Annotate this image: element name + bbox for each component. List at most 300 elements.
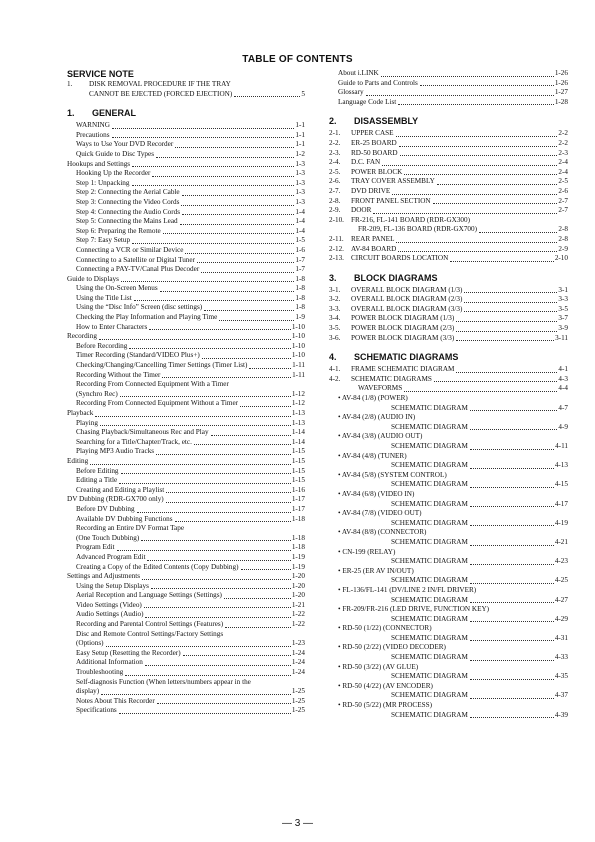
- dot-leader: [470, 429, 558, 430]
- toc-entry[interactable]: [67, 380, 305, 390]
- dot-leader: [95, 416, 290, 417]
- toc-entry-label: SCHEMATIC DIAGRAM: [391, 595, 468, 604]
- dot-leader: [166, 492, 291, 493]
- toc-entry[interactable]: [67, 687, 305, 697]
- dot-leader: [470, 525, 554, 526]
- toc-entry[interactable]: [329, 452, 568, 462]
- toc-entry[interactable]: [67, 246, 305, 256]
- toc-entry[interactable]: [67, 236, 305, 246]
- toc-entry[interactable]: [329, 139, 568, 149]
- toc-entry[interactable]: [67, 649, 305, 659]
- dot-leader: [180, 224, 295, 225]
- toc-entry-label: CIRCUIT BOARDS LOCATION: [351, 254, 449, 263]
- toc-entry-number: 4-1.: [329, 365, 341, 374]
- toc-entry-label: FRAME SCHEMATIC DIAGRAM: [351, 365, 455, 374]
- toc-entry-label: Guide to Parts and Controls: [338, 78, 418, 87]
- toc-entry[interactable]: [67, 275, 305, 285]
- toc-entry-label: SCHEMATIC DIAGRAMS: [351, 374, 432, 383]
- toc-entry-label: RD-50 BOARD: [351, 148, 398, 157]
- toc-entry[interactable]: [67, 534, 305, 544]
- toc-entry[interactable]: [329, 567, 568, 577]
- toc-entry-label: Audio Settings (Audio): [76, 610, 144, 619]
- dot-leader: [398, 104, 554, 105]
- toc-entry[interactable]: [67, 563, 305, 573]
- dot-leader: [119, 483, 291, 484]
- toc-entry[interactable]: [329, 586, 568, 596]
- toc-entry[interactable]: [329, 624, 568, 634]
- toc-page-number: 1-7: [295, 265, 305, 274]
- toc-entry-label: Aerial Reception and Language Settings (Settings): [76, 591, 222, 600]
- toc-entry[interactable]: [67, 639, 305, 649]
- toc-entry[interactable]: [67, 80, 305, 90]
- toc-page-number: 1-18: [291, 533, 305, 542]
- toc-entry[interactable]: [329, 168, 568, 178]
- toc-entry[interactable]: [67, 572, 305, 582]
- toc-entry-label: SCHEMATIC DIAGRAM: [391, 691, 468, 700]
- toc-entry-label: OVERALL BLOCK DIAGRAM (1/3): [351, 285, 463, 294]
- dot-leader: [224, 598, 291, 599]
- toc-page-number: 4-1: [558, 365, 568, 374]
- toc-entry[interactable]: [67, 390, 305, 400]
- dot-leader: [373, 213, 557, 214]
- toc-entry-number: 1.: [67, 80, 73, 88]
- toc-entry[interactable]: [67, 620, 305, 630]
- toc-entry-label: OVERALL BLOCK DIAGRAM (3/3): [351, 304, 463, 313]
- toc-entry-label: Connecting to a Satellite or Digital Tuner: [76, 255, 195, 264]
- toc-entry[interactable]: [67, 419, 305, 429]
- toc-page-number: 1-18: [291, 543, 305, 552]
- toc-entry-label: Self-diagnosis Function (When letters/numbers appear in the: [76, 677, 251, 686]
- toc-entry[interactable]: [67, 524, 305, 534]
- toc-entry-label: WARNING: [76, 121, 110, 130]
- toc-entry-label: SCHEMATIC DIAGRAM: [391, 576, 468, 585]
- toc-page-number: 1-13: [291, 409, 305, 417]
- toc-entry[interactable]: [329, 314, 568, 324]
- toc-entry[interactable]: [67, 582, 305, 592]
- dot-leader: [464, 292, 557, 293]
- toc-entry[interactable]: [67, 515, 305, 525]
- toc-entry[interactable]: [329, 442, 568, 452]
- toc-page-number: 1-26: [554, 78, 568, 87]
- toc-page-number: 4-13: [554, 461, 568, 470]
- section-heading: [67, 69, 305, 80]
- dot-leader: [197, 262, 294, 263]
- section-heading: [329, 273, 568, 284]
- toc-entry[interactable]: [67, 553, 305, 563]
- toc-entry-number: 2-4.: [329, 158, 341, 167]
- toc-page-number: 3-5: [558, 304, 568, 313]
- toc-entry-label: • AV-84 (8/8) (CONNECTOR): [338, 528, 427, 537]
- toc-entry-label: Chasing Playback/Simultaneous Rec and Play: [76, 428, 209, 437]
- toc-entry-number: 2-12.: [329, 244, 344, 253]
- toc-entry-label: Playing: [76, 418, 98, 427]
- toc-page-number: 1-18: [291, 514, 305, 523]
- toc-entry-label: Recording From Connected Equipment With a Timer: [76, 380, 229, 389]
- dot-leader: [183, 655, 291, 656]
- toc-page-number: 2-3: [558, 148, 568, 157]
- toc-entry[interactable]: [329, 663, 568, 673]
- toc-entry[interactable]: [67, 601, 305, 611]
- toc-entry[interactable]: [67, 313, 305, 323]
- toc-entry[interactable]: [329, 519, 568, 529]
- toc-entry-label: Program Edit: [76, 543, 115, 552]
- toc-entry[interactable]: [329, 334, 568, 344]
- toc-entry[interactable]: [67, 399, 305, 409]
- toc-entry[interactable]: [67, 332, 305, 342]
- toc-entry[interactable]: [329, 596, 568, 606]
- toc-page-number: 1-27: [554, 88, 568, 97]
- toc-page-number: 1-8: [295, 274, 305, 283]
- toc-page-number: 1-7: [295, 255, 305, 264]
- toc-entry-label: How to Enter Characters: [76, 322, 148, 331]
- toc-entry[interactable]: [67, 591, 305, 601]
- dot-leader: [437, 184, 558, 185]
- toc-entry-label: POWER BLOCK: [351, 167, 403, 176]
- toc-page-number: 1-6: [295, 245, 305, 254]
- toc-entry[interactable]: [329, 98, 568, 108]
- toc-entry-label: DOOR: [351, 206, 372, 215]
- toc-entry-number: 2-11.: [329, 234, 344, 243]
- dot-leader: [470, 545, 554, 546]
- toc-entry[interactable]: [329, 69, 568, 79]
- toc-page-number: 2-8: [558, 234, 568, 243]
- toc-entry[interactable]: [67, 303, 305, 313]
- toc-page-number: 1-10: [291, 351, 305, 360]
- toc-left-column: [67, 69, 305, 716]
- dot-leader: [433, 203, 558, 204]
- toc-entry[interactable]: [329, 461, 568, 471]
- toc-entry[interactable]: [67, 495, 305, 505]
- toc-page-number: 4-23: [554, 557, 568, 566]
- dot-leader: [464, 311, 557, 312]
- toc-entry-label: • AV-84 (6/8) (VIDEO IN): [338, 489, 415, 498]
- section-title: GENERAL: [92, 108, 137, 119]
- toc-entry[interactable]: [329, 480, 568, 490]
- dot-leader: [201, 272, 294, 273]
- toc-entry[interactable]: [67, 342, 305, 352]
- toc-page-number: 4-25: [554, 576, 568, 585]
- toc-entry-label: Using the “Disc Info” Screen (disc settings): [76, 303, 203, 312]
- dot-leader: [404, 391, 557, 392]
- section-heading: [67, 108, 305, 119]
- dot-leader: [156, 454, 291, 455]
- toc-page-number: 1-20: [291, 581, 305, 590]
- toc-entry[interactable]: [329, 682, 568, 692]
- toc-page-number: 2-7: [558, 206, 568, 215]
- toc-page-number: 4-7: [558, 403, 568, 412]
- toc-entry-label: Step 3: Connecting the Video Cords: [76, 197, 180, 206]
- toc-entry[interactable]: [67, 486, 305, 496]
- toc-page-number: 2-10: [554, 254, 568, 263]
- page-number: — 3 —: [281, 818, 314, 829]
- toc-entry[interactable]: [67, 467, 305, 477]
- toc-entry-label: Step 1: Unpacking: [76, 178, 130, 187]
- section-number: 2.: [329, 116, 337, 127]
- toc-page-number: 1-12: [291, 399, 305, 408]
- toc-entry[interactable]: [67, 457, 305, 467]
- toc-entry-label: (Synchro Rec): [76, 389, 118, 398]
- toc-entry-label: SCHEMATIC DIAGRAM: [391, 480, 468, 489]
- toc-entry-label: UPPER CASE: [351, 129, 394, 138]
- toc-page-number: 4-17: [554, 499, 568, 508]
- toc-entry[interactable]: [67, 121, 305, 131]
- toc-entry[interactable]: [67, 256, 305, 266]
- toc-entry[interactable]: [67, 658, 305, 668]
- dot-leader: [112, 128, 294, 129]
- toc-page-number: 1-25: [291, 687, 305, 696]
- toc-page-number: 1-11: [292, 370, 305, 379]
- toc-entry[interactable]: [67, 361, 305, 371]
- toc-entry[interactable]: [67, 323, 305, 333]
- toc-entry-number: 2-8.: [329, 196, 341, 205]
- toc-entry[interactable]: [67, 543, 305, 553]
- toc-entry[interactable]: [329, 423, 568, 433]
- toc-entry[interactable]: [329, 254, 568, 264]
- dot-leader: [106, 646, 291, 647]
- dot-leader: [381, 76, 554, 77]
- toc-page-number: 4-4: [558, 384, 568, 393]
- dot-leader: [182, 195, 295, 196]
- toc-entry-label: FRONT PANEL SECTION: [351, 196, 431, 205]
- toc-entry[interactable]: [329, 605, 568, 615]
- dot-leader: [456, 331, 557, 332]
- toc-entry[interactable]: [67, 678, 305, 688]
- toc-entry[interactable]: [329, 79, 568, 89]
- toc-page-number: 1-26: [554, 69, 568, 77]
- toc-entry[interactable]: [329, 634, 568, 644]
- toc-entry-label: • AV-84 (1/8) (POWER): [338, 394, 408, 403]
- toc-entry[interactable]: [67, 150, 305, 160]
- dot-leader: [182, 214, 294, 215]
- toc-entry-label: WAVEFORMS: [358, 384, 403, 393]
- toc-entry[interactable]: [329, 432, 568, 442]
- toc-entry[interactable]: [67, 179, 305, 189]
- toc-page-number: 1-21: [291, 600, 305, 609]
- toc-entry-label: Advanced Program Edit: [76, 552, 146, 561]
- toc-entry[interactable]: [67, 198, 305, 208]
- toc-entry-number: 3-5.: [329, 324, 341, 333]
- toc-entry[interactable]: [329, 490, 568, 500]
- toc-entry-label: Glossary: [338, 88, 364, 97]
- section-title: BLOCK DIAGRAMS: [354, 272, 438, 283]
- toc-entry[interactable]: [329, 701, 568, 711]
- toc-entry[interactable]: [329, 528, 568, 538]
- toc-page-number: 1-3: [295, 178, 305, 187]
- toc-entry[interactable]: [329, 672, 568, 682]
- toc-entry[interactable]: [329, 548, 568, 558]
- toc-entry[interactable]: [67, 706, 305, 716]
- toc-entry-label: • RD-50 (4/22) (AV ENCODER): [338, 681, 433, 690]
- dot-leader: [142, 579, 291, 580]
- toc-entry[interactable]: [329, 324, 568, 334]
- toc-entry[interactable]: [329, 615, 568, 625]
- toc-page-number: 1-3: [295, 197, 305, 206]
- toc-entry[interactable]: [67, 428, 305, 438]
- toc-entry-label: Timer Recording (Standard/VIDEO Plus+): [76, 351, 200, 360]
- toc-entry-label: Hooking Up the Recorder: [76, 169, 151, 178]
- toc-entry[interactable]: [67, 505, 305, 515]
- toc-entry-number: 2-7.: [329, 186, 341, 195]
- toc-entry[interactable]: [329, 197, 568, 207]
- toc-entry[interactable]: [329, 576, 568, 586]
- toc-entry[interactable]: [329, 509, 568, 519]
- toc-entry[interactable]: [67, 227, 305, 237]
- toc-page-number: 1-24: [291, 648, 305, 657]
- dot-leader: [120, 396, 291, 397]
- toc-entry[interactable]: [67, 476, 305, 486]
- toc-entry-label: SCHEMATIC DIAGRAM: [391, 672, 468, 681]
- toc-entry[interactable]: [67, 610, 305, 620]
- dot-leader: [470, 660, 554, 661]
- toc-entry[interactable]: [329, 471, 568, 481]
- toc-entry[interactable]: [329, 187, 568, 197]
- toc-entry[interactable]: [329, 711, 568, 721]
- toc-entry-label: Guide to Displays: [67, 274, 119, 283]
- toc-entry-label: • CN-199 (RELAY): [338, 547, 396, 556]
- toc-entry[interactable]: [329, 394, 568, 404]
- toc-entry[interactable]: [67, 351, 305, 361]
- toc-entry[interactable]: [329, 235, 568, 245]
- dot-leader: [470, 717, 554, 718]
- section-number: 1.: [67, 108, 75, 119]
- dot-leader: [366, 95, 554, 96]
- toc-page-number: 1-14: [291, 428, 305, 437]
- toc-entry[interactable]: [329, 365, 568, 375]
- toc-entry[interactable]: [329, 375, 568, 385]
- dot-leader: [117, 550, 291, 551]
- toc-entry[interactable]: [67, 294, 305, 304]
- toc-entry-label: Connecting a VCR or Similar Device: [76, 245, 184, 254]
- toc-entry[interactable]: [67, 630, 305, 640]
- toc-entry[interactable]: [329, 149, 568, 159]
- toc-page-number: 4-27: [554, 595, 568, 604]
- dot-leader: [470, 506, 554, 507]
- toc-entry-number: 2-10.: [329, 215, 344, 224]
- toc-entry[interactable]: [67, 409, 305, 419]
- toc-entry[interactable]: [329, 500, 568, 510]
- dot-leader: [392, 194, 557, 195]
- toc-entry[interactable]: [329, 653, 568, 663]
- toc-entry[interactable]: [329, 384, 568, 394]
- dot-leader: [160, 291, 295, 292]
- dot-leader: [404, 174, 557, 175]
- dot-leader: [125, 675, 291, 676]
- toc-entry-label: Video Settings (Video): [76, 600, 142, 609]
- toc-entry[interactable]: [329, 557, 568, 567]
- toc-entry[interactable]: [329, 404, 568, 414]
- toc-entry[interactable]: [67, 284, 305, 294]
- dot-leader: [90, 464, 291, 465]
- toc-entry-number: 3-6.: [329, 333, 341, 342]
- toc-entry[interactable]: [329, 216, 568, 226]
- toc-entry-label: • RD-50 (3/22) (AV GLUE): [338, 662, 419, 671]
- toc-entry-label: Recording: [67, 332, 97, 341]
- toc-entry[interactable]: [67, 447, 305, 457]
- toc-entry-label: Before Recording: [76, 341, 128, 350]
- dot-leader: [162, 377, 291, 378]
- toc-entry[interactable]: [329, 206, 568, 216]
- toc-entry[interactable]: [329, 225, 568, 235]
- toc-entry-label: FR-216, FL-141 BOARD (RDR-GX300): [351, 215, 470, 224]
- toc-entry[interactable]: [67, 188, 305, 198]
- toc-entry-label: • ER-25 (ER AV IN/OUT): [338, 566, 414, 575]
- toc-entry[interactable]: [329, 88, 568, 98]
- toc-entry[interactable]: [329, 158, 568, 168]
- toc-entry-label: Recording and Parental Control Settings (Features): [76, 620, 224, 629]
- toc-entry[interactable]: [329, 286, 568, 296]
- toc-page-number: 1-3: [295, 188, 305, 197]
- toc-entry[interactable]: [329, 305, 568, 315]
- toc-page-number: 5: [301, 89, 305, 98]
- toc-page-number: 1-2: [295, 149, 305, 158]
- toc-entry-label: SCHEMATIC DIAGRAM: [391, 614, 468, 623]
- toc-page-number: 4-39: [554, 710, 568, 719]
- toc-entry[interactable]: [67, 160, 305, 170]
- toc-entry[interactable]: [329, 643, 568, 653]
- section-title: SERVICE NOTE: [67, 69, 134, 79]
- toc-entry[interactable]: [329, 413, 568, 423]
- dot-leader: [137, 512, 291, 513]
- toc-page-number: 1-28: [554, 97, 568, 106]
- toc-entry[interactable]: [67, 371, 305, 381]
- toc-page-number: 2-2: [558, 138, 568, 147]
- dot-leader: [119, 713, 291, 714]
- toc-entry[interactable]: [329, 691, 568, 701]
- dot-leader: [202, 358, 291, 359]
- toc-entry-label: Disc and Remote Control Settings/Factory Settings: [76, 629, 224, 638]
- toc-entry[interactable]: [67, 697, 305, 707]
- toc-page-number: 2-8: [558, 225, 568, 234]
- toc-entry-label: Checking/Changing/Cancelling Timer Settings (Timer List): [76, 361, 248, 370]
- toc-entry[interactable]: [329, 129, 568, 139]
- toc-entry-label: Step 5: Connecting the Mains Lead: [76, 217, 178, 226]
- dot-leader: [470, 583, 554, 584]
- toc-page-number: 1-13: [291, 418, 305, 427]
- toc-entry[interactable]: [329, 538, 568, 548]
- toc-entry[interactable]: [67, 265, 305, 275]
- toc-entry-label: DV Dubbing (RDR-GX700 only): [67, 495, 164, 504]
- toc-page-number: 4-29: [554, 614, 568, 623]
- toc-entry-label: • AV-84 (4/8) (TUNER): [338, 451, 407, 460]
- toc-entry-label: Before Editing: [76, 466, 119, 475]
- toc-page-number: 1-25: [291, 696, 305, 705]
- toc-entry-number: 2-13.: [329, 254, 344, 263]
- toc-page-number: 1-11: [292, 361, 305, 370]
- toc-entry[interactable]: [329, 177, 568, 187]
- toc-entry[interactable]: [67, 169, 305, 179]
- toc-entry[interactable]: [329, 295, 568, 305]
- dot-leader: [112, 137, 295, 138]
- dot-leader: [382, 165, 557, 166]
- toc-entry[interactable]: [67, 140, 305, 150]
- toc-entry-label: SCHEMATIC DIAGRAM: [391, 537, 468, 546]
- toc-page-number: 1-12: [291, 389, 305, 398]
- toc-entry-label: Using the Setup Displays: [76, 581, 149, 590]
- toc-entry[interactable]: [67, 438, 305, 448]
- toc-entry-label: Connecting a PAY-TV/Canal Plus Decoder: [76, 265, 200, 274]
- toc-page-number: 3-7: [558, 314, 568, 323]
- toc-entry[interactable]: [67, 90, 305, 100]
- toc-entry[interactable]: [67, 668, 305, 678]
- toc-entry[interactable]: [67, 217, 305, 227]
- toc-entry[interactable]: [329, 245, 568, 255]
- toc-entry[interactable]: [67, 131, 305, 141]
- dot-leader: [240, 406, 291, 407]
- toc-entry[interactable]: [67, 208, 305, 218]
- toc-page-number: 1-15: [291, 476, 305, 485]
- dot-leader: [121, 473, 291, 474]
- dot-leader: [147, 560, 290, 561]
